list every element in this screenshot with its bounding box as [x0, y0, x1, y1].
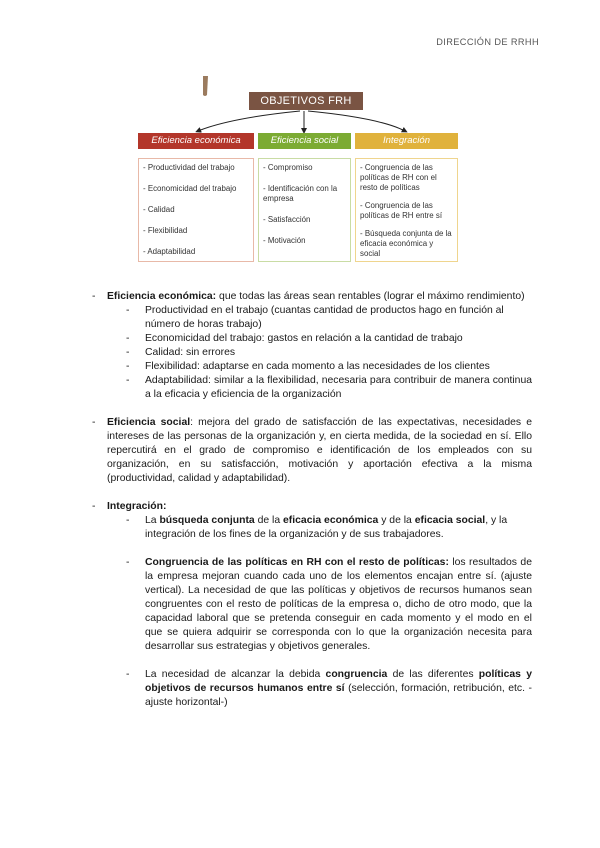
text-run: y de la [378, 515, 415, 526]
definition-text: que todas las áreas sean rentables (lograr el máximo rendimiento) [216, 291, 525, 302]
text-run: de las diferentes [387, 669, 479, 680]
sub-item-text [128, 668, 532, 710]
sub-item-text: Economicidad del trabajo: gastos en relación a la cantidad de trabajo [145, 333, 463, 344]
box-eficiencia-social [258, 158, 351, 262]
bullet-dash: - [92, 417, 96, 428]
bullet-dash: - [126, 361, 130, 372]
sub-item [92, 332, 532, 346]
bold-run: eficacia económica [283, 515, 379, 526]
section-title: DIRECCIÓN DE RRHH [436, 37, 539, 47]
diagram-item: - Productividad del trabajo [143, 163, 235, 172]
bullet-dash: - [126, 669, 130, 680]
objectives-diagram [0, 0, 600, 280]
sub-item [92, 304, 532, 332]
list-item-integracion [92, 500, 532, 514]
bold-run: búsqueda conjunta [159, 515, 255, 526]
header-eficiencia-economica: Eficiencia económica [138, 133, 254, 149]
sub-item-text: Adaptabilidad: similar a la flexibilidad, necesaria para contribuir de manera continua a la eficacia y eficiencia de la organización [145, 375, 532, 400]
diagram-item: - Satisfacción [263, 215, 311, 224]
sub-item-text [128, 556, 532, 654]
term-eficiencia-social: Eficiencia social [107, 417, 191, 428]
term-eficiencia-economica: Eficiencia económica: [107, 291, 217, 302]
bold-run: eficacia social [414, 515, 486, 526]
diagram-item: - Congruencia de las políticas de RH con el resto de políticas [360, 163, 437, 192]
diagram-item: - Búsqueda conjunta de la eficacia económica y social [360, 229, 452, 258]
sub-item [92, 360, 532, 374]
bold-run: Congruencia de las políticas en RH con el resto de políticas: [145, 557, 449, 568]
sub-item [92, 556, 532, 654]
bullet-dash: - [126, 375, 130, 386]
text-run: La necesidad de alcanzar la debida [145, 669, 326, 680]
bullet-dash: - [126, 305, 130, 316]
text-run: , y la integración de los fines de la organización y de sus trabajadores. [145, 515, 508, 540]
term-integracion: Integración: [107, 501, 167, 512]
sub-item [92, 374, 532, 402]
bold-run: congruencia [325, 669, 388, 680]
text-run: de la [254, 515, 284, 526]
sub-item-text: Calidad: sin errores [145, 347, 236, 358]
diagram-item: - Identificación con la empresa [263, 184, 338, 203]
sub-item [92, 668, 532, 710]
bullet-dash: - [92, 291, 96, 302]
box-integracion [355, 158, 458, 262]
diagram-item: - Economicidad del trabajo [143, 184, 237, 193]
diagram-item: - Flexibilidad [143, 226, 188, 235]
sub-item [92, 346, 532, 360]
definition-text: : mejora del grado de satisfacción de las expectativas, necesidades e intereses de las personas de la organización y, en cierta medida, de la sociedad en sí. Ello repercutirá en el grado de compromiso e identificación de los empleados con su organización, en su satisfacción, motivación y aportación efectiva a la misma (productividad, calidad y adaptabilidad). [107, 417, 532, 484]
diagram-item: - Congruencia de las políticas de RH entre sí [360, 201, 443, 220]
objectives-title-box: OBJETIVOS FRH [249, 92, 363, 110]
sub-item-text: Flexibilidad: adaptarse en cada momento a las necesidades de los clientes [145, 361, 490, 372]
bullet-dash: - [126, 515, 130, 526]
sub-item [92, 514, 532, 542]
box-eficiencia-economica [138, 158, 254, 262]
diagram-item: - Compromiso [263, 163, 313, 172]
text-run: La [145, 515, 160, 526]
document-body [92, 290, 532, 710]
diagram-item: - Calidad [143, 205, 175, 214]
list-item-eficiencia-social [92, 416, 532, 486]
bullet-dash: - [126, 557, 130, 568]
text-run: (selección, formación, retribución, etc. -ajuste horizontal-) [145, 683, 533, 708]
bullet-dash: - [92, 501, 96, 512]
sub-item-text [128, 514, 532, 542]
bullet-dash: - [126, 333, 130, 344]
sub-item-text: Productividad en el trabajo (cuantas cantidad de productos hago en función al número de horas trabajo) [145, 305, 504, 330]
text-run: los resultados de la empresa mejoran cuando cada uno de los elementos encajan entre sí. (ajuste vertical). La necesidad de que las políticas y objetivos de recursos humanos sean congruentes con el resto de políticas de la empresa o, dicho de otro modo, que la capacidad laboral que se pretenda conseguir en cada momento y el modo en el que se quiera adquirir se corresponda con lo que la organización necesita para desarrollar sus estrategias y objetivos generales. [145, 557, 532, 652]
bullet-dash: - [126, 347, 130, 358]
diagram-item: - Adaptabilidad [143, 247, 196, 256]
header-eficiencia-social: Eficiencia social [258, 133, 351, 149]
diagram-item: - Motivación [263, 236, 306, 245]
bold-run: políticas y objetivos de recursos humanos entre sí [145, 669, 532, 694]
header-integracion: Integración [355, 133, 458, 149]
list-item-eficiencia-economica [92, 290, 532, 304]
